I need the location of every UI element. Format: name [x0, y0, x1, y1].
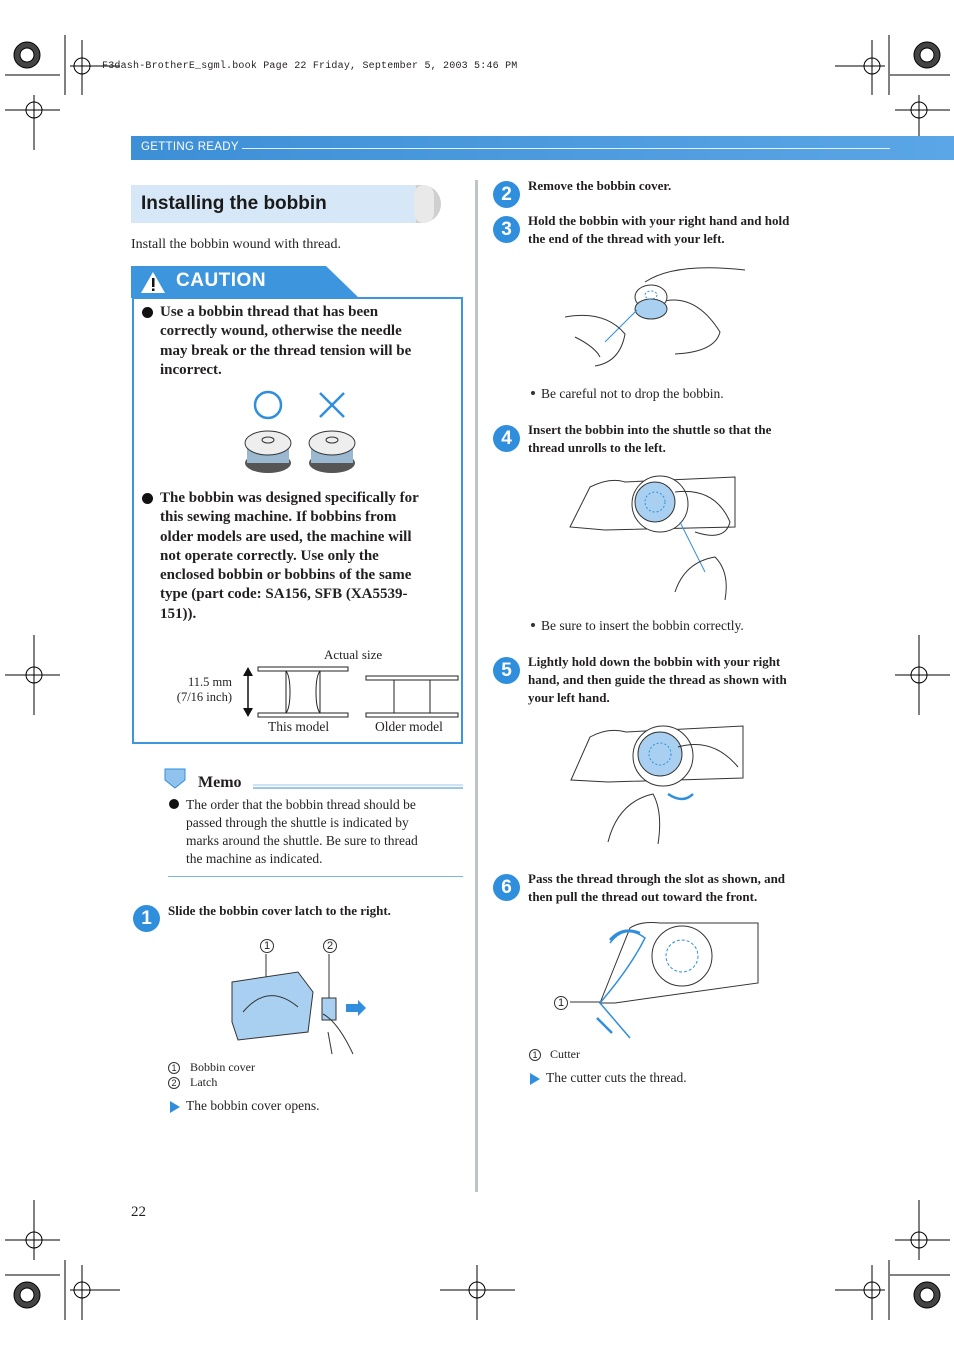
text-line: your left hand. — [528, 690, 610, 705]
older-model-label: Older model — [375, 719, 443, 734]
text-line: enclosed bobbin or bobbins of the same — [160, 567, 412, 584]
text-line: 151)). — [160, 605, 197, 622]
text-line: Insert the bobbin into the shuttle so that the — [528, 422, 772, 437]
legend-num: 1 — [168, 1062, 180, 1074]
step-2-number: 2 — [493, 181, 520, 208]
bobbin-size-diagram — [238, 664, 460, 720]
memo-divider — [168, 876, 463, 877]
bullet — [531, 391, 535, 395]
legend-label: Bobbin cover — [190, 1060, 255, 1074]
text-line: not operate correctly. Use only the — [160, 547, 379, 564]
text-line: 11.5 mm — [188, 675, 232, 689]
text-line: (7/16 inch) — [176, 690, 232, 704]
text-line: Lightly hold down the bobbin with your right — [528, 654, 781, 669]
step-5-number: 5 — [493, 657, 520, 684]
text-line: Use a bobbin thread that has been — [160, 304, 379, 320]
bullet — [531, 623, 535, 627]
guide-thread-illustration — [568, 722, 746, 847]
intro-text: Install the bobbin wound with thread. — [131, 237, 341, 252]
cutter-thread-illustration — [570, 918, 762, 1042]
caution-label: CAUTION — [176, 270, 267, 291]
text-line: the end of the thread with your left. — [528, 231, 725, 246]
text-line: then pull the thread out toward the front. — [528, 889, 758, 904]
text-line: this sewing machine. If bobbins from — [160, 509, 397, 526]
bullet — [169, 799, 179, 809]
print-header: F3dash-BrotherE_sgml.book Page 22 Friday, September 5, 2003 5:46 PM — [102, 61, 518, 72]
step-3-text — [528, 212, 789, 248]
step-4-note: Be sure to insert the bobbin correctly. — [541, 618, 744, 633]
this-model-label: This model — [268, 719, 330, 734]
text-line: thread unrolls to the left. — [528, 440, 666, 455]
page-number: 22 — [131, 1204, 146, 1220]
callout-1: 1 — [260, 939, 274, 953]
text-line: marks around the shuttle. Be sure to thread — [186, 833, 418, 848]
legend-label: Cutter — [550, 1047, 580, 1061]
hold-bobbin-illustration — [565, 262, 755, 372]
text-line: hand, and then guide the thread as shown with — [528, 672, 787, 687]
step-4-number: 4 — [493, 425, 520, 452]
text-line: the machine as indicated. — [186, 851, 323, 866]
step-6-text — [528, 870, 785, 906]
result-arrow-icon — [170, 1101, 180, 1113]
text-line: older models are used, the machine will — [160, 528, 412, 545]
step-2-text: Remove the bobbin cover. — [528, 178, 672, 193]
text-line: may break or the thread tension will be — [160, 342, 412, 359]
text-line: incorrect. — [160, 361, 222, 378]
bobbin-cover-latch-illustration — [228, 952, 368, 1056]
bullet — [142, 307, 153, 318]
text-line: type (part code: SA156, SFB (XA5539- — [160, 586, 408, 603]
caution-item-1 — [160, 303, 460, 380]
step-6-number: 6 — [493, 874, 520, 901]
text-line: passed through the shuttle is indicated by — [186, 815, 409, 830]
step-1-text: Slide the bobbin cover latch to the right. — [168, 903, 391, 918]
callout-2: 2 — [323, 939, 337, 953]
step-4-text — [528, 421, 771, 457]
bobbin-height-label — [160, 675, 232, 705]
legend-num: 1 — [529, 1049, 541, 1061]
legend-label: Latch — [190, 1075, 218, 1089]
step-3-note: Be careful not to drop the bobbin. — [541, 386, 724, 401]
section-band-rule — [242, 148, 890, 149]
step-1-result: The bobbin cover opens. — [186, 1098, 320, 1113]
callout-1: 1 — [554, 996, 568, 1010]
step-6-result: The cutter cuts the thread. — [546, 1070, 687, 1085]
step-5-text — [528, 653, 787, 707]
text-line: Pass the thread through the slot as shown, and — [528, 871, 786, 886]
result-arrow-icon — [530, 1073, 540, 1085]
memo-text — [186, 796, 466, 868]
memo-label: Memo — [198, 774, 242, 791]
step-3-number: 3 — [493, 216, 520, 243]
text-line: The bobbin was designed specifically for — [160, 490, 419, 506]
legend-num: 2 — [168, 1077, 180, 1089]
section-band-label: GETTING READY — [141, 141, 239, 153]
caution-item-2 — [160, 489, 460, 624]
text-line: correctly wound, otherwise the needle — [160, 323, 402, 340]
bobbin-correct-incorrect-illustration — [240, 388, 360, 478]
bullet — [142, 493, 153, 504]
actual-size-label: Actual size — [324, 647, 383, 662]
text-line: The order that the bobbin thread should be — [186, 797, 416, 812]
text-line: Hold the bobbin with your right hand and hold — [528, 213, 790, 228]
column-divider — [475, 180, 478, 1192]
page-title: Installing the bobbin — [141, 193, 327, 214]
step-1-number: 1 — [133, 905, 160, 932]
insert-bobbin-illustration — [565, 472, 745, 602]
